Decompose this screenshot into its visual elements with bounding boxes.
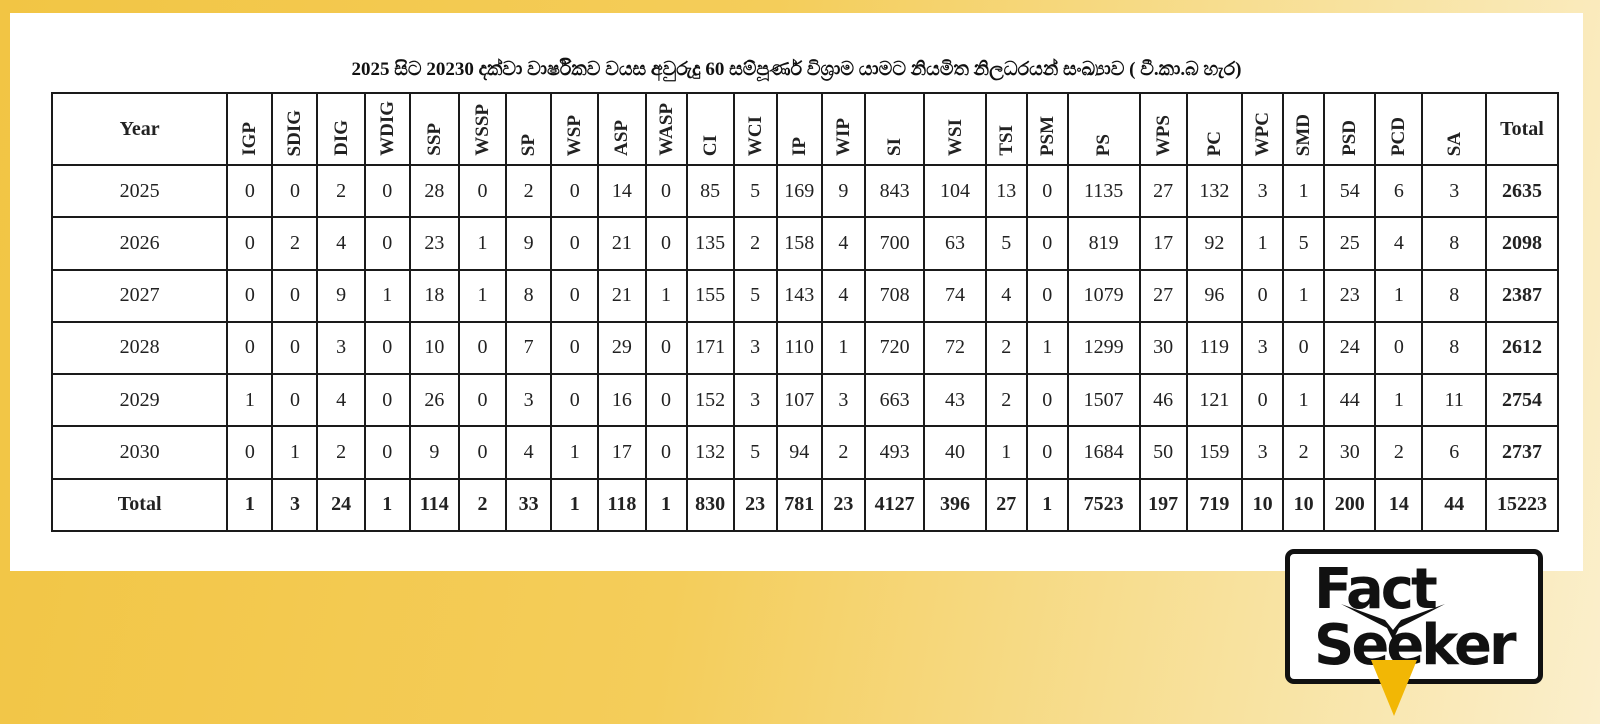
rank-column-header bbox=[1422, 93, 1486, 165]
value-cell: 30 bbox=[1324, 426, 1375, 478]
value-cell: 4 bbox=[317, 374, 364, 426]
column-total-cell: 1 bbox=[646, 479, 687, 531]
row-total-cell: 2612 bbox=[1486, 322, 1558, 374]
value-cell: 0 bbox=[1027, 165, 1068, 217]
value-cell: 0 bbox=[646, 322, 687, 374]
value-cell: 6 bbox=[1422, 426, 1486, 478]
value-cell: 0 bbox=[459, 426, 506, 478]
column-total-cell: 830 bbox=[687, 479, 734, 531]
value-cell: 5 bbox=[734, 270, 777, 322]
rank-header-label: SP bbox=[518, 133, 540, 156]
value-cell: 24 bbox=[1324, 322, 1375, 374]
value-cell: 0 bbox=[551, 374, 598, 426]
column-total-cell: 1 bbox=[365, 479, 410, 531]
column-total-cell: 4127 bbox=[865, 479, 924, 531]
value-cell: 159 bbox=[1187, 426, 1242, 478]
value-cell: 3 bbox=[1242, 426, 1283, 478]
value-cell: 3 bbox=[822, 374, 865, 426]
value-cell: 0 bbox=[227, 165, 272, 217]
value-cell: 493 bbox=[865, 426, 924, 478]
value-cell: 0 bbox=[551, 165, 598, 217]
value-cell: 9 bbox=[822, 165, 865, 217]
rank-header-label: SDIG bbox=[284, 109, 306, 156]
value-cell: 663 bbox=[865, 374, 924, 426]
value-cell: 5 bbox=[734, 426, 777, 478]
value-cell: 29 bbox=[598, 322, 645, 374]
year-cell: 2029 bbox=[52, 374, 227, 426]
rank-header-label: IGP bbox=[239, 122, 261, 156]
rank-column-header bbox=[598, 93, 645, 165]
value-cell: 5 bbox=[986, 217, 1027, 269]
row-total-cell: 2754 bbox=[1486, 374, 1558, 426]
value-cell: 1 bbox=[646, 270, 687, 322]
value-cell: 0 bbox=[551, 217, 598, 269]
rank-column-header bbox=[1140, 93, 1187, 165]
value-cell: 1 bbox=[986, 426, 1027, 478]
rank-header-label: PS bbox=[1093, 133, 1115, 156]
value-cell: 107 bbox=[777, 374, 822, 426]
column-total-cell: 23 bbox=[734, 479, 777, 531]
grand-total-cell: 15223 bbox=[1486, 479, 1558, 531]
value-cell: 0 bbox=[227, 426, 272, 478]
value-cell: 0 bbox=[365, 217, 410, 269]
value-cell: 1 bbox=[459, 217, 506, 269]
value-cell: 1 bbox=[1283, 374, 1324, 426]
value-cell: 96 bbox=[1187, 270, 1242, 322]
value-cell: 0 bbox=[646, 217, 687, 269]
document-page bbox=[10, 13, 1583, 571]
row-total-cell: 2635 bbox=[1486, 165, 1558, 217]
value-cell: 0 bbox=[459, 322, 506, 374]
document-title: 2025 සිට 20230 දක්වා වාර්ෂිකව වයස අවුරුදු 60 සම්පූර්ණ විශ්‍රාම යාමට නියමිත නිලධරයන් සංඛ්‍යාව ( වී.කා.බ හැර) bbox=[351, 59, 1242, 80]
rank-column-header bbox=[227, 93, 272, 165]
value-cell: 152 bbox=[687, 374, 734, 426]
value-cell: 0 bbox=[365, 322, 410, 374]
value-cell: 10 bbox=[410, 322, 459, 374]
rank-header-label: WCI bbox=[744, 115, 766, 156]
year-cell: 2026 bbox=[52, 217, 227, 269]
value-cell: 0 bbox=[1027, 374, 1068, 426]
value-cell: 5 bbox=[734, 165, 777, 217]
value-cell: 0 bbox=[227, 270, 272, 322]
rank-header-label: SSP bbox=[423, 123, 445, 156]
value-cell: 4 bbox=[822, 270, 865, 322]
column-total-cell: 1 bbox=[227, 479, 272, 531]
value-cell: 0 bbox=[365, 165, 410, 217]
column-total-cell: 14 bbox=[1375, 479, 1422, 531]
value-cell: 2 bbox=[734, 217, 777, 269]
rank-header-label: CI bbox=[699, 134, 721, 156]
value-cell: 46 bbox=[1140, 374, 1187, 426]
rank-header-label: PC bbox=[1203, 130, 1225, 156]
rank-column-header bbox=[506, 93, 551, 165]
rank-column-header bbox=[1068, 93, 1140, 165]
value-cell: 6 bbox=[1375, 165, 1422, 217]
table-row bbox=[52, 270, 1558, 322]
rank-header-label: PSM bbox=[1036, 115, 1058, 156]
value-cell: 0 bbox=[1375, 322, 1422, 374]
rank-header-label: PCD bbox=[1388, 116, 1410, 156]
value-cell: 1 bbox=[459, 270, 506, 322]
rank-header-label: WIP bbox=[832, 118, 854, 156]
table-row bbox=[52, 374, 1558, 426]
rank-column-header bbox=[551, 93, 598, 165]
logo-text-line1: Fact bbox=[1314, 557, 1435, 622]
value-cell: 28 bbox=[410, 165, 459, 217]
value-cell: 1299 bbox=[1068, 322, 1140, 374]
value-cell: 3 bbox=[506, 374, 551, 426]
value-cell: 8 bbox=[1422, 217, 1486, 269]
value-cell: 63 bbox=[924, 217, 986, 269]
owl-beak-icon bbox=[1371, 660, 1417, 716]
value-cell: 2 bbox=[986, 374, 1027, 426]
value-cell: 43 bbox=[924, 374, 986, 426]
value-cell: 0 bbox=[272, 270, 317, 322]
rank-header-label: WASP bbox=[655, 103, 677, 156]
column-total-cell: 1 bbox=[551, 479, 598, 531]
value-cell: 40 bbox=[924, 426, 986, 478]
value-cell: 1 bbox=[365, 270, 410, 322]
column-total-cell: 10 bbox=[1283, 479, 1324, 531]
rank-column-header bbox=[365, 93, 410, 165]
column-total-cell: 2 bbox=[459, 479, 506, 531]
value-cell: 1 bbox=[227, 374, 272, 426]
value-cell: 0 bbox=[272, 165, 317, 217]
value-cell: 3 bbox=[1422, 165, 1486, 217]
column-total-cell: 200 bbox=[1324, 479, 1375, 531]
rank-column-header bbox=[1375, 93, 1422, 165]
value-cell: 0 bbox=[646, 374, 687, 426]
value-cell: 0 bbox=[272, 374, 317, 426]
value-cell: 4 bbox=[986, 270, 1027, 322]
year-cell: 2028 bbox=[52, 322, 227, 374]
value-cell: 3 bbox=[734, 322, 777, 374]
value-cell: 2 bbox=[986, 322, 1027, 374]
value-cell: 158 bbox=[777, 217, 822, 269]
column-total-cell: 1 bbox=[1027, 479, 1068, 531]
value-cell: 17 bbox=[1140, 217, 1187, 269]
row-total-cell: 2387 bbox=[1486, 270, 1558, 322]
column-total-cell: 3 bbox=[272, 479, 317, 531]
value-cell: 0 bbox=[459, 374, 506, 426]
column-total-cell: 24 bbox=[317, 479, 364, 531]
value-cell: 0 bbox=[1027, 270, 1068, 322]
rank-column-header bbox=[272, 93, 317, 165]
table-row bbox=[52, 217, 1558, 269]
column-total-cell: 10 bbox=[1242, 479, 1283, 531]
value-cell: 30 bbox=[1140, 322, 1187, 374]
value-cell: 4 bbox=[317, 217, 364, 269]
value-cell: 74 bbox=[924, 270, 986, 322]
value-cell: 2 bbox=[272, 217, 317, 269]
rank-header-label: DIG bbox=[330, 120, 352, 156]
value-cell: 0 bbox=[551, 322, 598, 374]
value-cell: 50 bbox=[1140, 426, 1187, 478]
value-cell: 0 bbox=[227, 322, 272, 374]
value-cell: 1 bbox=[272, 426, 317, 478]
value-cell: 5 bbox=[1283, 217, 1324, 269]
value-cell: 720 bbox=[865, 322, 924, 374]
value-cell: 54 bbox=[1324, 165, 1375, 217]
value-cell: 2 bbox=[317, 165, 364, 217]
value-cell: 4 bbox=[1375, 217, 1422, 269]
table-row bbox=[52, 322, 1558, 374]
year-cell: 2030 bbox=[52, 426, 227, 478]
value-cell: 2 bbox=[1283, 426, 1324, 478]
rank-header-label: WSP bbox=[564, 114, 586, 156]
value-cell: 0 bbox=[551, 270, 598, 322]
rank-column-header bbox=[1242, 93, 1283, 165]
row-total-cell: 2098 bbox=[1486, 217, 1558, 269]
value-cell: 27 bbox=[1140, 270, 1187, 322]
value-cell: 2 bbox=[1375, 426, 1422, 478]
rank-column-header bbox=[459, 93, 506, 165]
value-cell: 13 bbox=[986, 165, 1027, 217]
value-cell: 121 bbox=[1187, 374, 1242, 426]
totals-row bbox=[52, 479, 1558, 531]
rank-column-header bbox=[777, 93, 822, 165]
value-cell: 11 bbox=[1422, 374, 1486, 426]
rank-column-header bbox=[924, 93, 986, 165]
value-cell: 119 bbox=[1187, 322, 1242, 374]
value-cell: 2 bbox=[822, 426, 865, 478]
value-cell: 132 bbox=[1187, 165, 1242, 217]
value-cell: 0 bbox=[227, 217, 272, 269]
value-cell: 85 bbox=[687, 165, 734, 217]
value-cell: 8 bbox=[506, 270, 551, 322]
value-cell: 0 bbox=[1283, 322, 1324, 374]
value-cell: 1507 bbox=[1068, 374, 1140, 426]
column-total-cell: 114 bbox=[410, 479, 459, 531]
rank-header-label: SMD bbox=[1293, 113, 1315, 156]
owl-eyebrows-icon bbox=[1337, 598, 1449, 658]
value-cell: 8 bbox=[1422, 322, 1486, 374]
rank-column-header bbox=[1324, 93, 1375, 165]
value-cell: 9 bbox=[317, 270, 364, 322]
column-total-cell: 118 bbox=[598, 479, 645, 531]
column-total-cell: 23 bbox=[822, 479, 865, 531]
column-total-cell: 27 bbox=[986, 479, 1027, 531]
rank-column-header bbox=[317, 93, 364, 165]
table-body bbox=[52, 165, 1558, 531]
value-cell: 110 bbox=[777, 322, 822, 374]
rank-column-header bbox=[1283, 93, 1324, 165]
value-cell: 0 bbox=[272, 322, 317, 374]
rank-column-header bbox=[1027, 93, 1068, 165]
value-cell: 1 bbox=[1027, 322, 1068, 374]
rank-column-header bbox=[646, 93, 687, 165]
totals-label-cell: Total bbox=[52, 479, 227, 531]
rank-column-header bbox=[1187, 93, 1242, 165]
table-row bbox=[52, 165, 1558, 217]
table-row bbox=[52, 426, 1558, 478]
value-cell: 143 bbox=[777, 270, 822, 322]
rank-column-header bbox=[410, 93, 459, 165]
value-cell: 7 bbox=[506, 322, 551, 374]
column-total-cell: 7523 bbox=[1068, 479, 1140, 531]
value-cell: 23 bbox=[1324, 270, 1375, 322]
value-cell: 1 bbox=[551, 426, 598, 478]
value-cell: 843 bbox=[865, 165, 924, 217]
value-cell: 21 bbox=[598, 270, 645, 322]
total-column-header: Total bbox=[1486, 93, 1558, 165]
retirement-table bbox=[51, 92, 1559, 532]
value-cell: 18 bbox=[410, 270, 459, 322]
rank-header-label: SI bbox=[884, 138, 906, 156]
value-cell: 135 bbox=[687, 217, 734, 269]
value-cell: 3 bbox=[1242, 322, 1283, 374]
rank-header-label: WPS bbox=[1152, 114, 1174, 156]
rank-header-label: WSI bbox=[944, 119, 966, 156]
column-total-cell: 781 bbox=[777, 479, 822, 531]
value-cell: 0 bbox=[1242, 270, 1283, 322]
value-cell: 0 bbox=[365, 374, 410, 426]
rank-header-label: WPC bbox=[1252, 111, 1274, 156]
value-cell: 1 bbox=[1375, 374, 1422, 426]
rank-header-label: IP bbox=[788, 137, 810, 156]
rank-column-header bbox=[687, 93, 734, 165]
value-cell: 0 bbox=[459, 165, 506, 217]
value-cell: 17 bbox=[598, 426, 645, 478]
header-row bbox=[52, 93, 1558, 165]
rank-header-label: WDIG bbox=[376, 101, 398, 156]
rank-column-header bbox=[986, 93, 1027, 165]
year-cell: 2027 bbox=[52, 270, 227, 322]
year-cell: 2025 bbox=[52, 165, 227, 217]
value-cell: 1 bbox=[1242, 217, 1283, 269]
value-cell: 44 bbox=[1324, 374, 1375, 426]
value-cell: 1079 bbox=[1068, 270, 1140, 322]
value-cell: 0 bbox=[365, 426, 410, 478]
rank-header-label: SA bbox=[1443, 131, 1465, 156]
rank-column-header bbox=[822, 93, 865, 165]
value-cell: 25 bbox=[1324, 217, 1375, 269]
value-cell: 171 bbox=[687, 322, 734, 374]
rank-column-header bbox=[865, 93, 924, 165]
value-cell: 0 bbox=[1242, 374, 1283, 426]
value-cell: 1 bbox=[1283, 165, 1324, 217]
value-cell: 1684 bbox=[1068, 426, 1140, 478]
column-total-cell: 719 bbox=[1187, 479, 1242, 531]
value-cell: 2 bbox=[506, 165, 551, 217]
column-total-cell: 33 bbox=[506, 479, 551, 531]
value-cell: 9 bbox=[506, 217, 551, 269]
value-cell: 0 bbox=[646, 426, 687, 478]
rank-header-label: TSI bbox=[995, 125, 1017, 156]
value-cell: 27 bbox=[1140, 165, 1187, 217]
value-cell: 4 bbox=[822, 217, 865, 269]
column-total-cell: 396 bbox=[924, 479, 986, 531]
value-cell: 132 bbox=[687, 426, 734, 478]
value-cell: 2 bbox=[317, 426, 364, 478]
value-cell: 700 bbox=[865, 217, 924, 269]
value-cell: 16 bbox=[598, 374, 645, 426]
rank-header-label: WSSP bbox=[472, 104, 494, 156]
value-cell: 92 bbox=[1187, 217, 1242, 269]
year-column-header: Year bbox=[52, 93, 227, 165]
value-cell: 0 bbox=[646, 165, 687, 217]
logo-text-line2: Seeker bbox=[1314, 613, 1514, 678]
value-cell: 21 bbox=[598, 217, 645, 269]
column-total-cell: 197 bbox=[1140, 479, 1187, 531]
value-cell: 0 bbox=[1027, 217, 1068, 269]
rank-header-label: ASP bbox=[611, 120, 633, 156]
value-cell: 9 bbox=[410, 426, 459, 478]
value-cell: 169 bbox=[777, 165, 822, 217]
value-cell: 1 bbox=[1283, 270, 1324, 322]
value-cell: 1135 bbox=[1068, 165, 1140, 217]
value-cell: 14 bbox=[598, 165, 645, 217]
rank-header-label: PSD bbox=[1339, 120, 1361, 156]
value-cell: 72 bbox=[924, 322, 986, 374]
value-cell: 155 bbox=[687, 270, 734, 322]
value-cell: 3 bbox=[1242, 165, 1283, 217]
row-total-cell: 2737 bbox=[1486, 426, 1558, 478]
value-cell: 8 bbox=[1422, 270, 1486, 322]
value-cell: 104 bbox=[924, 165, 986, 217]
value-cell: 819 bbox=[1068, 217, 1140, 269]
value-cell: 23 bbox=[410, 217, 459, 269]
value-cell: 708 bbox=[865, 270, 924, 322]
column-total-cell: 44 bbox=[1422, 479, 1486, 531]
value-cell: 1 bbox=[822, 322, 865, 374]
value-cell: 3 bbox=[734, 374, 777, 426]
value-cell: 0 bbox=[1027, 426, 1068, 478]
value-cell: 94 bbox=[777, 426, 822, 478]
value-cell: 1 bbox=[1375, 270, 1422, 322]
value-cell: 3 bbox=[317, 322, 364, 374]
value-cell: 26 bbox=[410, 374, 459, 426]
value-cell: 4 bbox=[506, 426, 551, 478]
rank-column-header bbox=[734, 93, 777, 165]
